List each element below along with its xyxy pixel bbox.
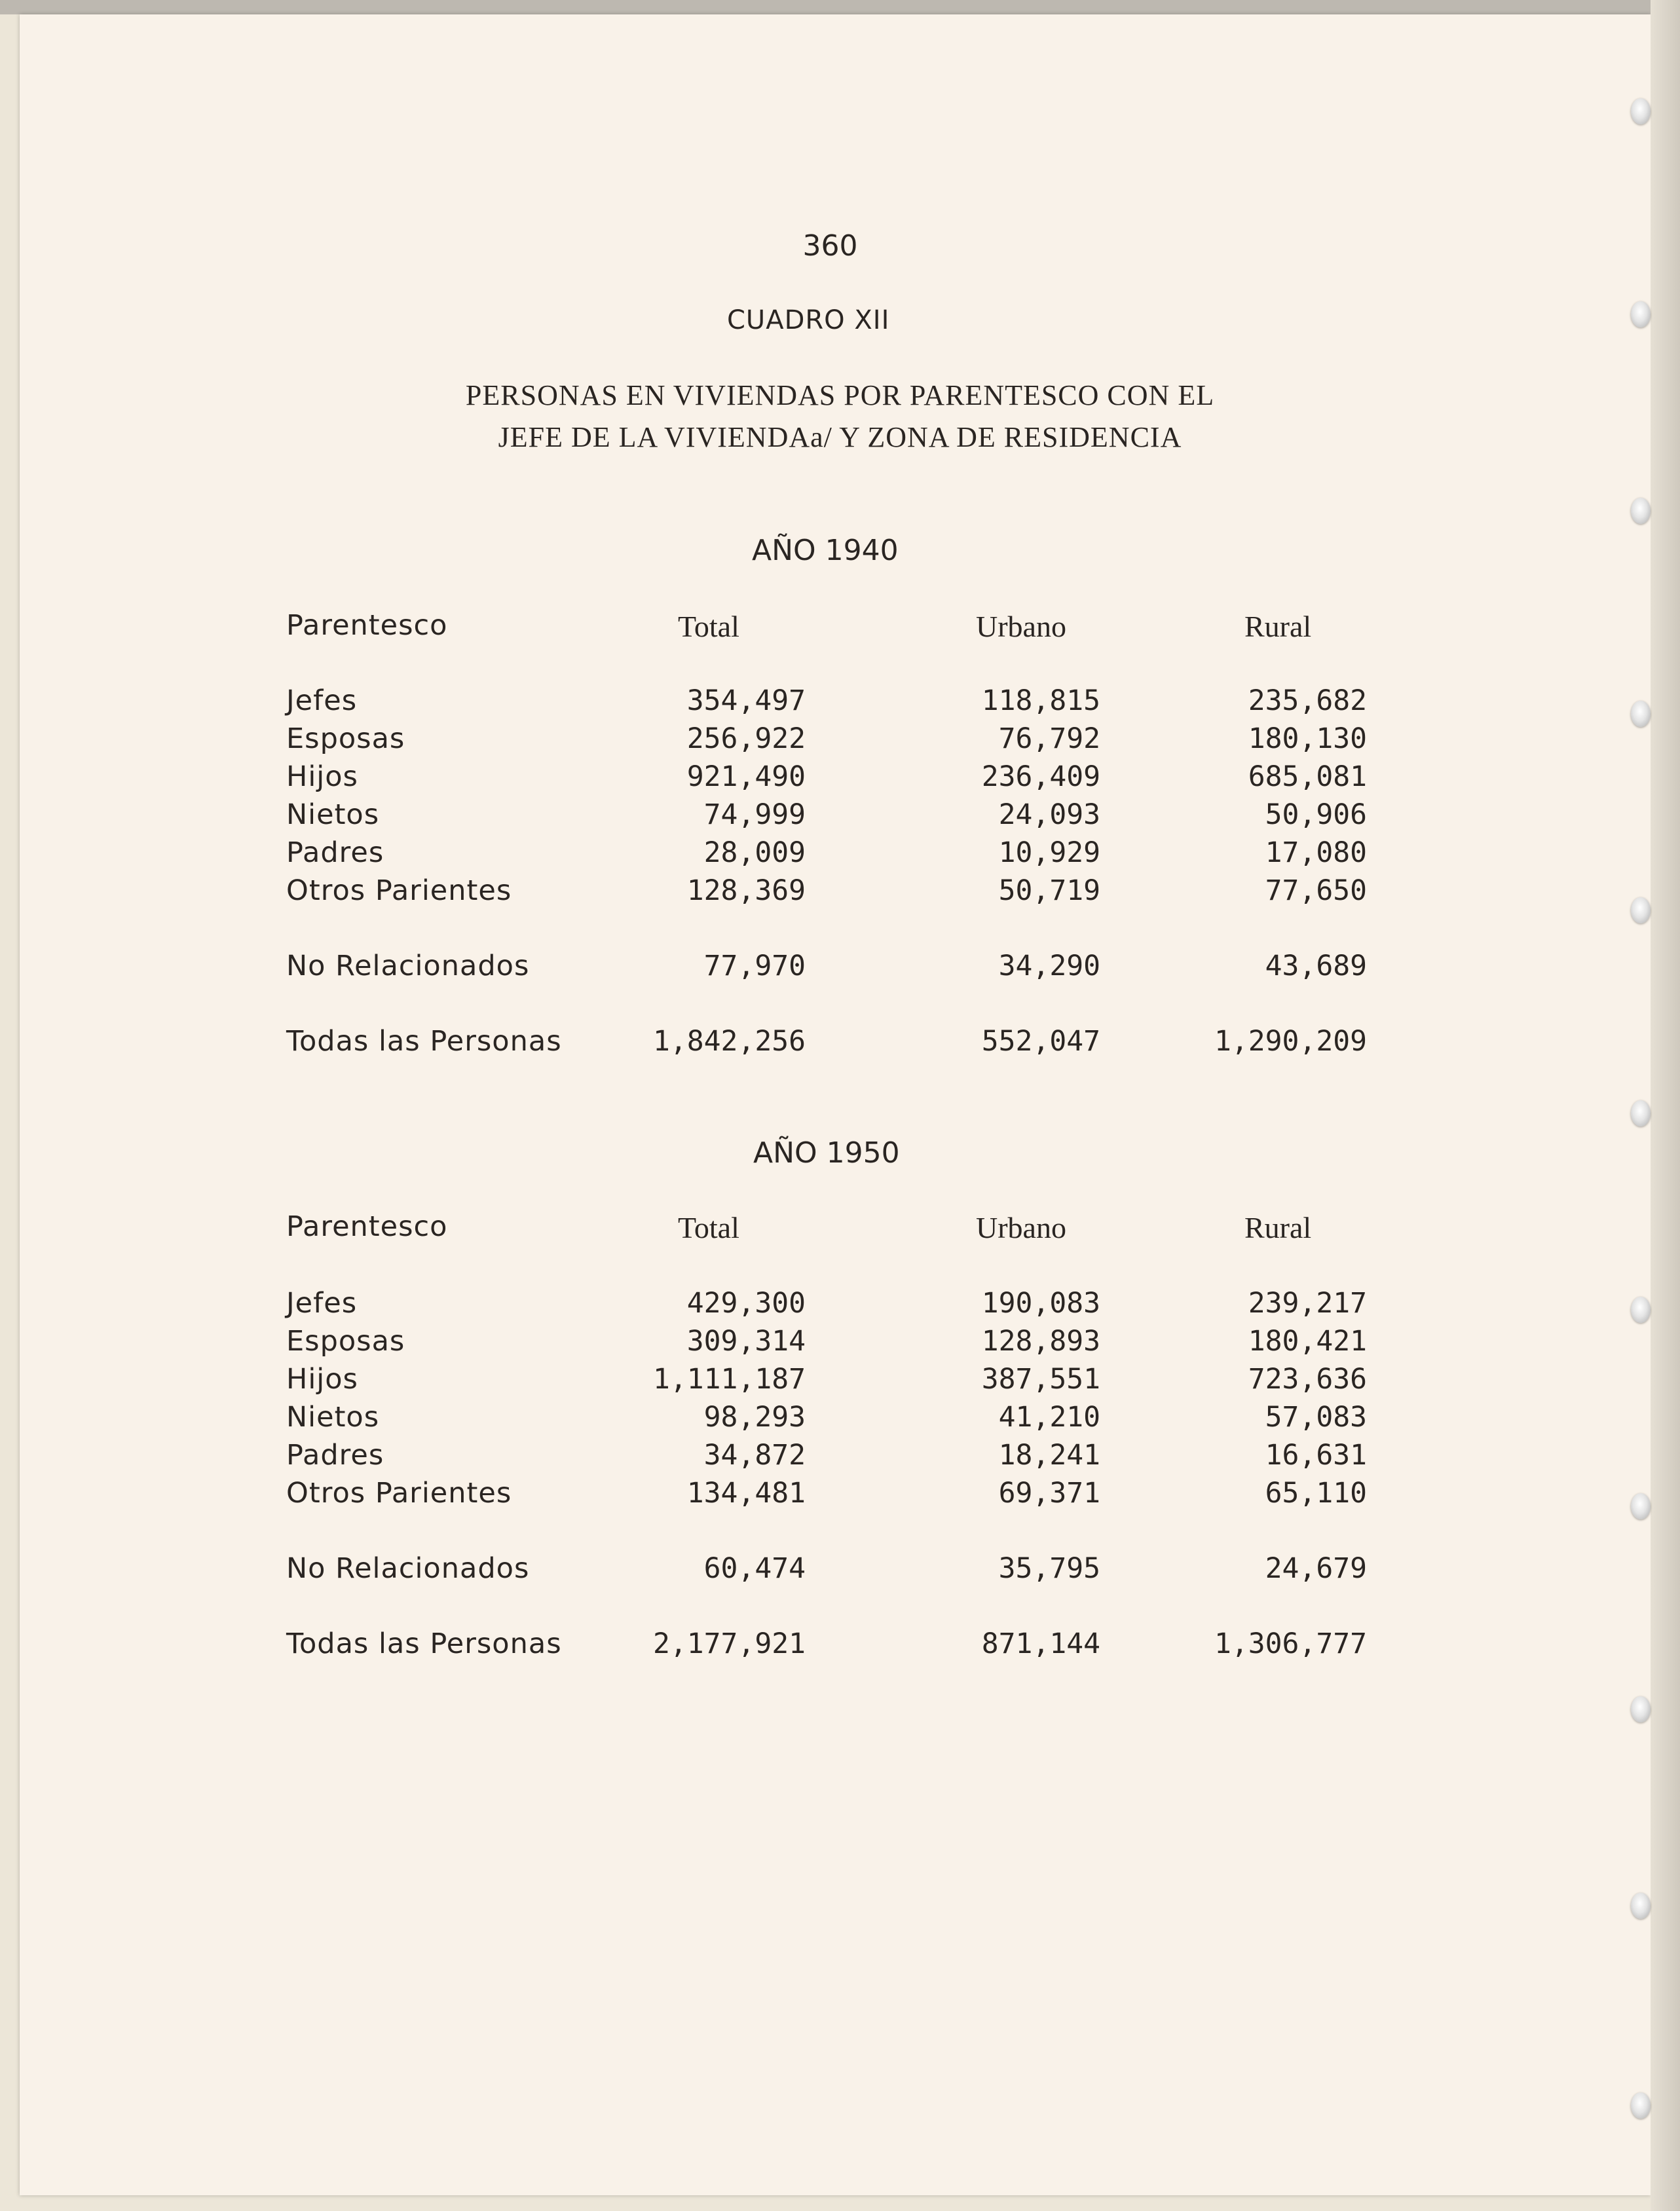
table-header-row <box>0 1210 1680 1248</box>
row-label: Padres <box>286 1439 384 1472</box>
scan-right-edge <box>1651 0 1680 2211</box>
binder-hole-icon <box>1631 1696 1651 1722</box>
cell-urban: 118,815 <box>981 684 1100 717</box>
cell-total: 1,842,256 <box>653 1025 806 1058</box>
cell-urban: 34,290 <box>998 950 1100 982</box>
table-row <box>0 722 1680 760</box>
row-label: Otros Parientes <box>286 1477 512 1510</box>
cell-total: 309,314 <box>686 1325 806 1358</box>
header-total: Total <box>678 1211 739 1244</box>
cell-total: 354,497 <box>686 684 806 717</box>
row-label: Hijos <box>286 1363 358 1396</box>
section-year-1950: AÑO 1950 <box>753 1136 900 1170</box>
cell-total: 921,490 <box>686 760 806 793</box>
table-row <box>0 760 1680 798</box>
cell-total: 134,481 <box>686 1477 806 1510</box>
cell-urban: 552,047 <box>981 1025 1100 1058</box>
cell-total: 2,177,921 <box>653 1627 806 1660</box>
cell-rural: 77,650 <box>1265 874 1367 907</box>
binder-hole-icon <box>1631 1893 1651 1919</box>
row-label: Padres <box>286 836 384 869</box>
cell-rural: 685,081 <box>1248 760 1367 793</box>
header-urbano: Urbano <box>976 1211 1066 1244</box>
cell-rural: 17,080 <box>1265 836 1367 869</box>
table-row <box>0 798 1680 836</box>
cell-urban: 35,795 <box>998 1552 1100 1585</box>
binder-hole-icon <box>1631 301 1651 327</box>
cell-rural: 239,217 <box>1248 1287 1367 1320</box>
header-parentesco: Parentesco <box>286 1210 448 1243</box>
cell-urban: 236,409 <box>981 760 1100 793</box>
row-label: No Relacionados <box>286 1552 530 1585</box>
cell-rural: 1,306,777 <box>1214 1627 1367 1660</box>
table-row <box>0 1401 1680 1439</box>
scan-top-edge <box>0 0 1680 14</box>
header-urbano: Urbano <box>976 610 1066 643</box>
cell-rural: 723,636 <box>1248 1363 1367 1396</box>
page-number: 360 <box>802 229 858 263</box>
table-header-row <box>0 609 1680 647</box>
cell-rural: 50,906 <box>1265 798 1367 831</box>
binder-hole-icon <box>1631 1100 1651 1126</box>
binder-hole-icon <box>1631 98 1651 124</box>
header-rural: Rural <box>1244 610 1312 643</box>
table-row <box>0 1287 1680 1325</box>
cell-rural: 65,110 <box>1265 1477 1367 1510</box>
table-row <box>0 1477 1680 1515</box>
cell-rural: 235,682 <box>1248 684 1367 717</box>
row-label: Nietos <box>286 798 380 831</box>
cell-rural: 1,290,209 <box>1214 1025 1367 1058</box>
cell-urban: 69,371 <box>998 1477 1100 1510</box>
section-year-1940: AÑO 1940 <box>752 534 899 567</box>
cell-urban: 190,083 <box>981 1287 1100 1320</box>
table-row <box>0 1439 1680 1477</box>
cell-total: 77,970 <box>703 950 806 982</box>
table-row-total <box>0 1627 1680 1665</box>
row-label: Nietos <box>286 1401 380 1434</box>
cell-total: 34,872 <box>703 1439 806 1472</box>
cell-total: 98,293 <box>703 1401 806 1434</box>
cell-total: 74,999 <box>703 798 806 831</box>
table-row <box>0 1325 1680 1363</box>
table-row-unrelated <box>0 950 1680 988</box>
cell-total: 28,009 <box>703 836 806 869</box>
cell-rural: 57,083 <box>1265 1401 1367 1434</box>
cell-urban: 50,719 <box>998 874 1100 907</box>
cell-urban: 871,144 <box>981 1627 1100 1660</box>
cell-rural: 24,679 <box>1265 1552 1367 1585</box>
header-parentesco: Parentesco <box>286 609 448 642</box>
row-label: Jefes <box>286 1287 358 1320</box>
cell-urban: 76,792 <box>998 722 1100 755</box>
cell-urban: 128,893 <box>981 1325 1100 1358</box>
cell-total: 128,369 <box>686 874 806 907</box>
row-label: No Relacionados <box>286 950 530 982</box>
binder-hole-icon <box>1631 498 1651 524</box>
cell-total: 60,474 <box>703 1552 806 1585</box>
row-label: Hijos <box>286 760 358 793</box>
table-row-unrelated <box>0 1552 1680 1590</box>
binder-hole-icon <box>1631 2092 1651 2119</box>
document-page <box>20 14 1651 2195</box>
row-label: Esposas <box>286 722 405 755</box>
table-row <box>0 874 1680 912</box>
cell-urban: 24,093 <box>998 798 1100 831</box>
table-title-line-1: PERSONAS EN VIVIENDAS POR PARENTESCO CON EL <box>465 379 1215 411</box>
table-row <box>0 684 1680 722</box>
cell-urban: 18,241 <box>998 1439 1100 1472</box>
cell-urban: 10,929 <box>998 836 1100 869</box>
cell-rural: 180,421 <box>1248 1325 1367 1358</box>
cell-rural: 180,130 <box>1248 722 1367 755</box>
cell-urban: 387,551 <box>981 1363 1100 1396</box>
table-number: CUADRO XII <box>727 305 890 335</box>
table-row <box>0 1363 1680 1401</box>
table-row-total <box>0 1025 1680 1063</box>
cell-urban: 41,210 <box>998 1401 1100 1434</box>
row-label: Todas las Personas <box>286 1025 562 1058</box>
row-label: Todas las Personas <box>286 1627 562 1660</box>
cell-total: 256,922 <box>686 722 806 755</box>
row-label: Jefes <box>286 684 358 717</box>
header-total: Total <box>678 610 739 643</box>
cell-rural: 43,689 <box>1265 950 1367 982</box>
row-label: Esposas <box>286 1325 405 1358</box>
header-rural: Rural <box>1244 1211 1312 1244</box>
row-label: Otros Parientes <box>286 874 512 907</box>
cell-rural: 16,631 <box>1265 1439 1367 1472</box>
cell-total: 1,111,187 <box>653 1363 806 1396</box>
table-title-line-2: JEFE DE LA VIVIENDAa/ Y ZONA DE RESIDENCIA <box>498 421 1182 453</box>
cell-total: 429,300 <box>686 1287 806 1320</box>
table-row <box>0 836 1680 874</box>
